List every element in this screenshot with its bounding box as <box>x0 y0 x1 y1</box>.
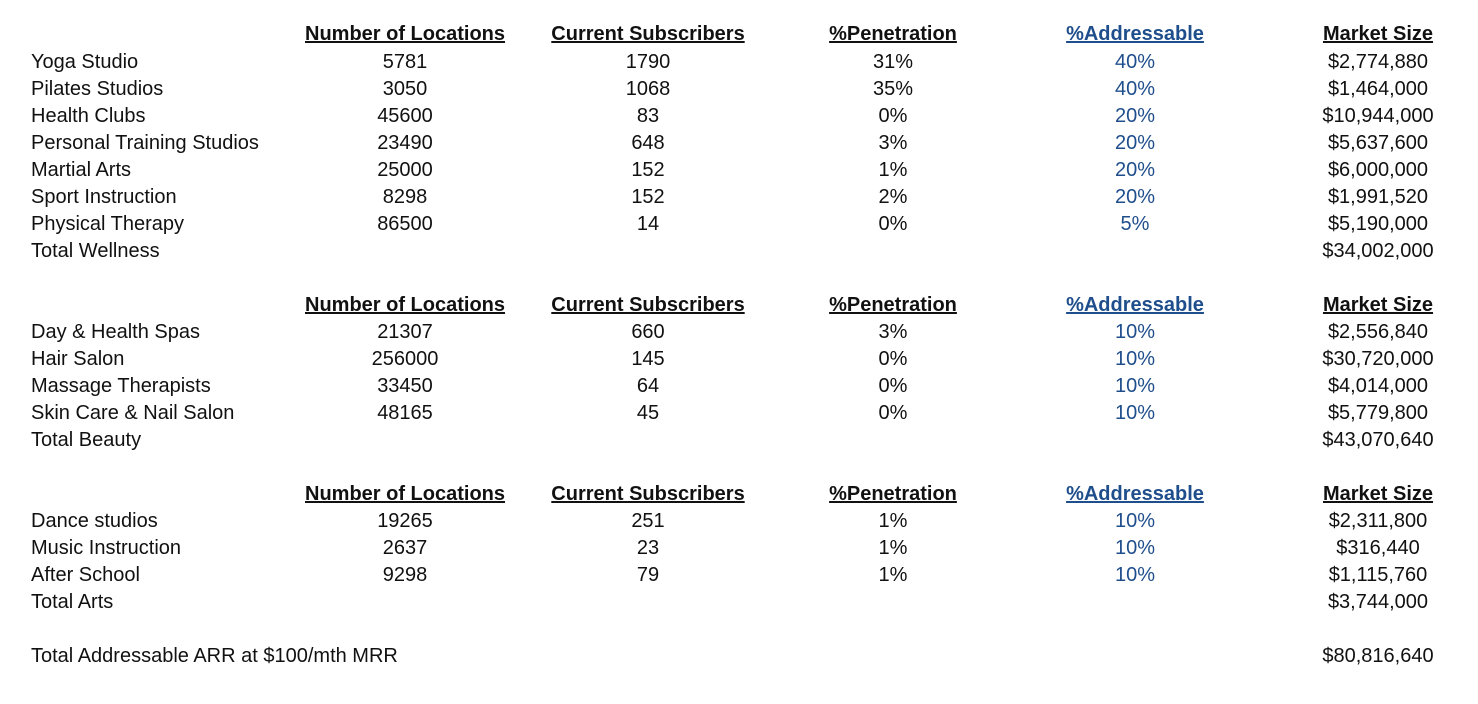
row-locations: 45600 <box>377 105 433 127</box>
row-label: Hair Salon <box>31 348 125 370</box>
row-subscribers: 14 <box>636 213 660 235</box>
table-row <box>0 211 1478 238</box>
row-locations: 8298 <box>382 186 428 208</box>
row-label: Day & Health Spas <box>31 321 200 343</box>
header-addressable: %Addressable <box>1066 23 1204 45</box>
table-row <box>0 508 1478 535</box>
table-row <box>0 400 1478 427</box>
table-row <box>0 103 1478 130</box>
header-market-size: Market Size <box>1322 294 1434 316</box>
row-subscribers: 145 <box>631 348 665 370</box>
row-subscribers: 23 <box>636 537 660 559</box>
row-label: Yoga Studio <box>31 51 139 73</box>
row-market-size: $30,720,000 <box>1322 348 1434 370</box>
table-row <box>0 373 1478 400</box>
row-market-size: $5,637,600 <box>1327 132 1429 154</box>
row-label: Sport Instruction <box>31 186 177 208</box>
row-subscribers: 64 <box>636 375 660 397</box>
row-penetration: 2% <box>878 186 908 208</box>
row-subscribers: 79 <box>636 564 660 586</box>
row-market-size: $2,311,800 <box>1328 510 1428 532</box>
header-market-size: Market Size <box>1322 23 1434 45</box>
row-market-size: $316,440 <box>1336 537 1420 559</box>
table-row <box>0 562 1478 589</box>
row-penetration: 31% <box>872 51 914 73</box>
header-addressable: %Addressable <box>1066 483 1204 505</box>
row-penetration: 0% <box>878 402 908 424</box>
row-locations: 19265 <box>377 510 433 532</box>
row-addressable: 10% <box>1114 537 1156 559</box>
row-label: Personal Training Studios <box>31 132 259 154</box>
row-addressable: 10% <box>1114 564 1156 586</box>
row-penetration: 0% <box>878 213 908 235</box>
row-locations: 86500 <box>377 213 433 235</box>
row-locations: 33450 <box>377 375 433 397</box>
header-locations: Number of Locations <box>305 23 506 45</box>
row-penetration: 1% <box>878 537 908 559</box>
row-locations: 2637 <box>382 537 428 559</box>
row-locations: 21307 <box>377 321 433 343</box>
section-total-row <box>0 589 1478 616</box>
table-row <box>0 76 1478 103</box>
header-penetration: %Penetration <box>829 23 957 45</box>
row-locations: 256000 <box>371 348 439 370</box>
row-locations: 3050 <box>382 78 428 100</box>
row-penetration: 0% <box>878 105 908 127</box>
row-market-size: $1,464,000 <box>1327 78 1429 100</box>
row-penetration: 35% <box>872 78 914 100</box>
row-market-size: $2,556,840 <box>1327 321 1429 343</box>
total-label: Total Beauty <box>31 429 142 451</box>
row-addressable: 10% <box>1114 321 1156 343</box>
row-label: Dance studios <box>31 510 158 532</box>
row-addressable: 10% <box>1114 348 1156 370</box>
header-subscribers: Current Subscribers <box>551 483 745 505</box>
table-row <box>0 319 1478 346</box>
row-label: Pilates Studios <box>31 78 164 100</box>
section-wellness-header <box>0 21 1478 48</box>
section-total-row <box>0 427 1478 454</box>
row-addressable: 10% <box>1114 402 1156 424</box>
row-subscribers: 152 <box>631 159 665 181</box>
row-subscribers: 251 <box>631 510 665 532</box>
row-subscribers: 152 <box>631 186 665 208</box>
row-market-size: $5,190,000 <box>1327 213 1429 235</box>
section-arts-header <box>0 481 1478 508</box>
table-row <box>0 130 1478 157</box>
row-market-size: $10,944,000 <box>1322 105 1434 127</box>
row-addressable: 20% <box>1114 105 1156 127</box>
row-penetration: 1% <box>878 510 908 532</box>
row-locations: 9298 <box>382 564 428 586</box>
row-label: Health Clubs <box>31 105 146 127</box>
row-locations: 48165 <box>377 402 433 424</box>
row-subscribers: 648 <box>631 132 665 154</box>
row-market-size: $5,779,800 <box>1327 402 1429 424</box>
row-subscribers: 45 <box>636 402 660 424</box>
grand-total-market-size: $80,816,640 <box>1322 645 1434 667</box>
total-market-size: $43,070,640 <box>1322 429 1434 451</box>
row-locations: 25000 <box>377 159 433 181</box>
total-label: Total Arts <box>31 591 114 613</box>
row-addressable: 20% <box>1114 159 1156 181</box>
header-locations: Number of Locations <box>305 483 506 505</box>
header-penetration: %Penetration <box>829 294 957 316</box>
row-penetration: 0% <box>878 348 908 370</box>
total-market-size: $3,744,000 <box>1327 591 1429 613</box>
total-market-size: $34,002,000 <box>1322 240 1434 262</box>
row-penetration: 1% <box>878 159 908 181</box>
row-label: Massage Therapists <box>31 375 211 397</box>
row-subscribers: 1790 <box>625 51 671 73</box>
table-row <box>0 157 1478 184</box>
row-locations: 23490 <box>377 132 433 154</box>
row-locations: 5781 <box>382 51 428 73</box>
table-row <box>0 535 1478 562</box>
row-subscribers: 660 <box>631 321 665 343</box>
row-addressable: 20% <box>1114 186 1156 208</box>
row-subscribers: 83 <box>636 105 660 127</box>
header-subscribers: Current Subscribers <box>551 294 745 316</box>
row-market-size: $4,014,000 <box>1327 375 1429 397</box>
total-label: Total Wellness <box>31 240 160 262</box>
row-penetration: 3% <box>878 321 908 343</box>
row-penetration: 0% <box>878 375 908 397</box>
row-penetration: 3% <box>878 132 908 154</box>
row-market-size: $1,991,520 <box>1327 186 1429 208</box>
row-label: Physical Therapy <box>31 213 185 235</box>
grand-total-row <box>0 643 1478 670</box>
row-market-size: $6,000,000 <box>1327 159 1429 181</box>
table-row <box>0 184 1478 211</box>
header-locations: Number of Locations <box>305 294 506 316</box>
row-label: Martial Arts <box>31 159 132 181</box>
row-label: Music Instruction <box>31 537 182 559</box>
header-penetration: %Penetration <box>829 483 957 505</box>
row-addressable: 5% <box>1120 213 1150 235</box>
header-addressable: %Addressable <box>1066 294 1204 316</box>
row-addressable: 40% <box>1114 51 1156 73</box>
section-total-row <box>0 238 1478 265</box>
table-row <box>0 49 1478 76</box>
header-subscribers: Current Subscribers <box>551 23 745 45</box>
table-row <box>0 346 1478 373</box>
row-penetration: 1% <box>878 564 908 586</box>
row-market-size: $1,115,760 <box>1328 564 1428 586</box>
row-subscribers: 1068 <box>625 78 671 100</box>
grand-total-label: Total Addressable ARR at $100/mth MRR <box>31 645 398 667</box>
row-label: After School <box>31 564 140 586</box>
row-market-size: $2,774,880 <box>1327 51 1429 73</box>
row-addressable: 10% <box>1114 510 1156 532</box>
row-addressable: 20% <box>1114 132 1156 154</box>
header-market-size: Market Size <box>1322 483 1434 505</box>
row-label: Skin Care & Nail Salon <box>31 402 235 424</box>
section-beauty-header <box>0 292 1478 319</box>
row-addressable: 10% <box>1114 375 1156 397</box>
row-addressable: 40% <box>1114 78 1156 100</box>
